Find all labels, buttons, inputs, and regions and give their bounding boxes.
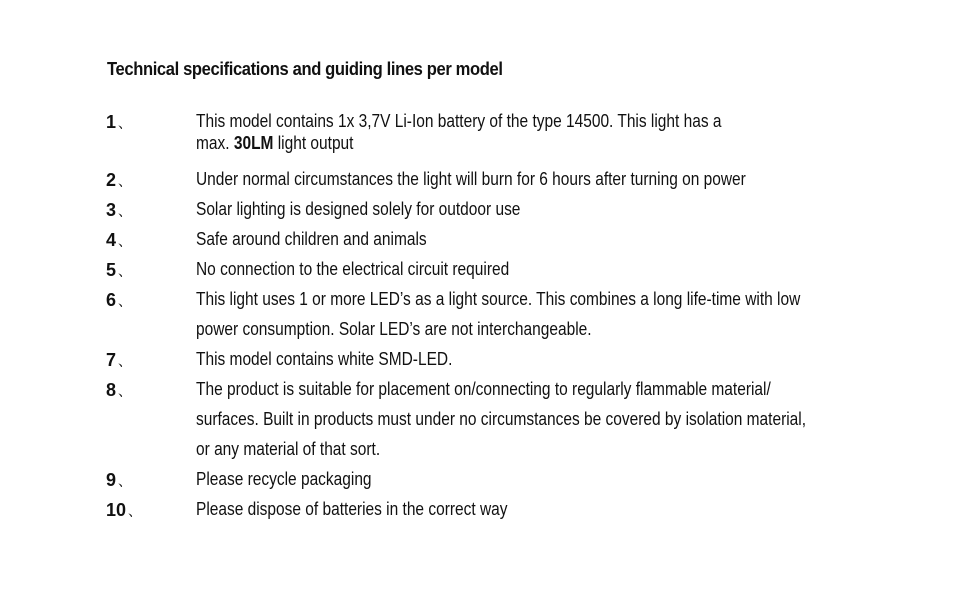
item-number: 4 、 xyxy=(106,230,133,250)
item-text xyxy=(196,344,798,374)
item-text xyxy=(196,494,798,524)
item-number: 9 、 xyxy=(106,470,133,490)
item-number: 7 、 xyxy=(106,350,133,370)
item-number: 2 、 xyxy=(106,170,133,190)
item-line: max. 30LM light output xyxy=(196,133,354,153)
item-line: This light uses 1 or more LED’s as a light source. This combines a long life-time with low xyxy=(196,289,801,309)
item-number: 8 、 xyxy=(106,380,133,400)
item-line: Please recycle packaging xyxy=(196,469,372,489)
item-number: 10 、 xyxy=(106,500,143,520)
item-number: 1 、 xyxy=(106,112,133,132)
item-text xyxy=(196,464,798,494)
item-line: surfaces. Built in products must under no circumstances be covered by isolation material, xyxy=(196,409,807,429)
item-text xyxy=(196,284,801,344)
item-line: Safe around children and animals xyxy=(196,229,427,249)
item-line: Solar lighting is designed solely for outdoor use xyxy=(196,199,521,219)
lumen-value: 30LM xyxy=(233,133,274,153)
item-line: or any material of that sort. xyxy=(196,439,381,459)
item-line: Under normal circumstances the light will burn for 6 hours after turning on power xyxy=(196,169,746,189)
item-line: Please dispose of batteries in the correct way xyxy=(196,499,508,519)
item-line: No connection to the electrical circuit required xyxy=(196,259,510,279)
item-text xyxy=(196,224,798,254)
page-title: Technical specifications and guiding lines per model xyxy=(107,59,503,79)
item-line: This model contains white SMD-LED. xyxy=(196,349,453,369)
item-number: 6 、 xyxy=(106,290,133,310)
item-text xyxy=(196,194,798,224)
item-text xyxy=(196,164,798,194)
item-line: The product is suitable for placement on/connecting to regularly flammable material/ xyxy=(196,379,771,399)
item-number: 5 、 xyxy=(106,260,133,280)
item-line: This model contains 1x 3,7V Li-Ion battery of the type 14500. This light has a xyxy=(196,111,722,131)
item-number: 3 、 xyxy=(106,200,133,220)
item-text xyxy=(196,374,807,464)
item-text xyxy=(196,110,798,154)
item-text xyxy=(196,254,798,284)
item-line: power consumption. Solar LED’s are not interchangeable. xyxy=(196,319,592,339)
